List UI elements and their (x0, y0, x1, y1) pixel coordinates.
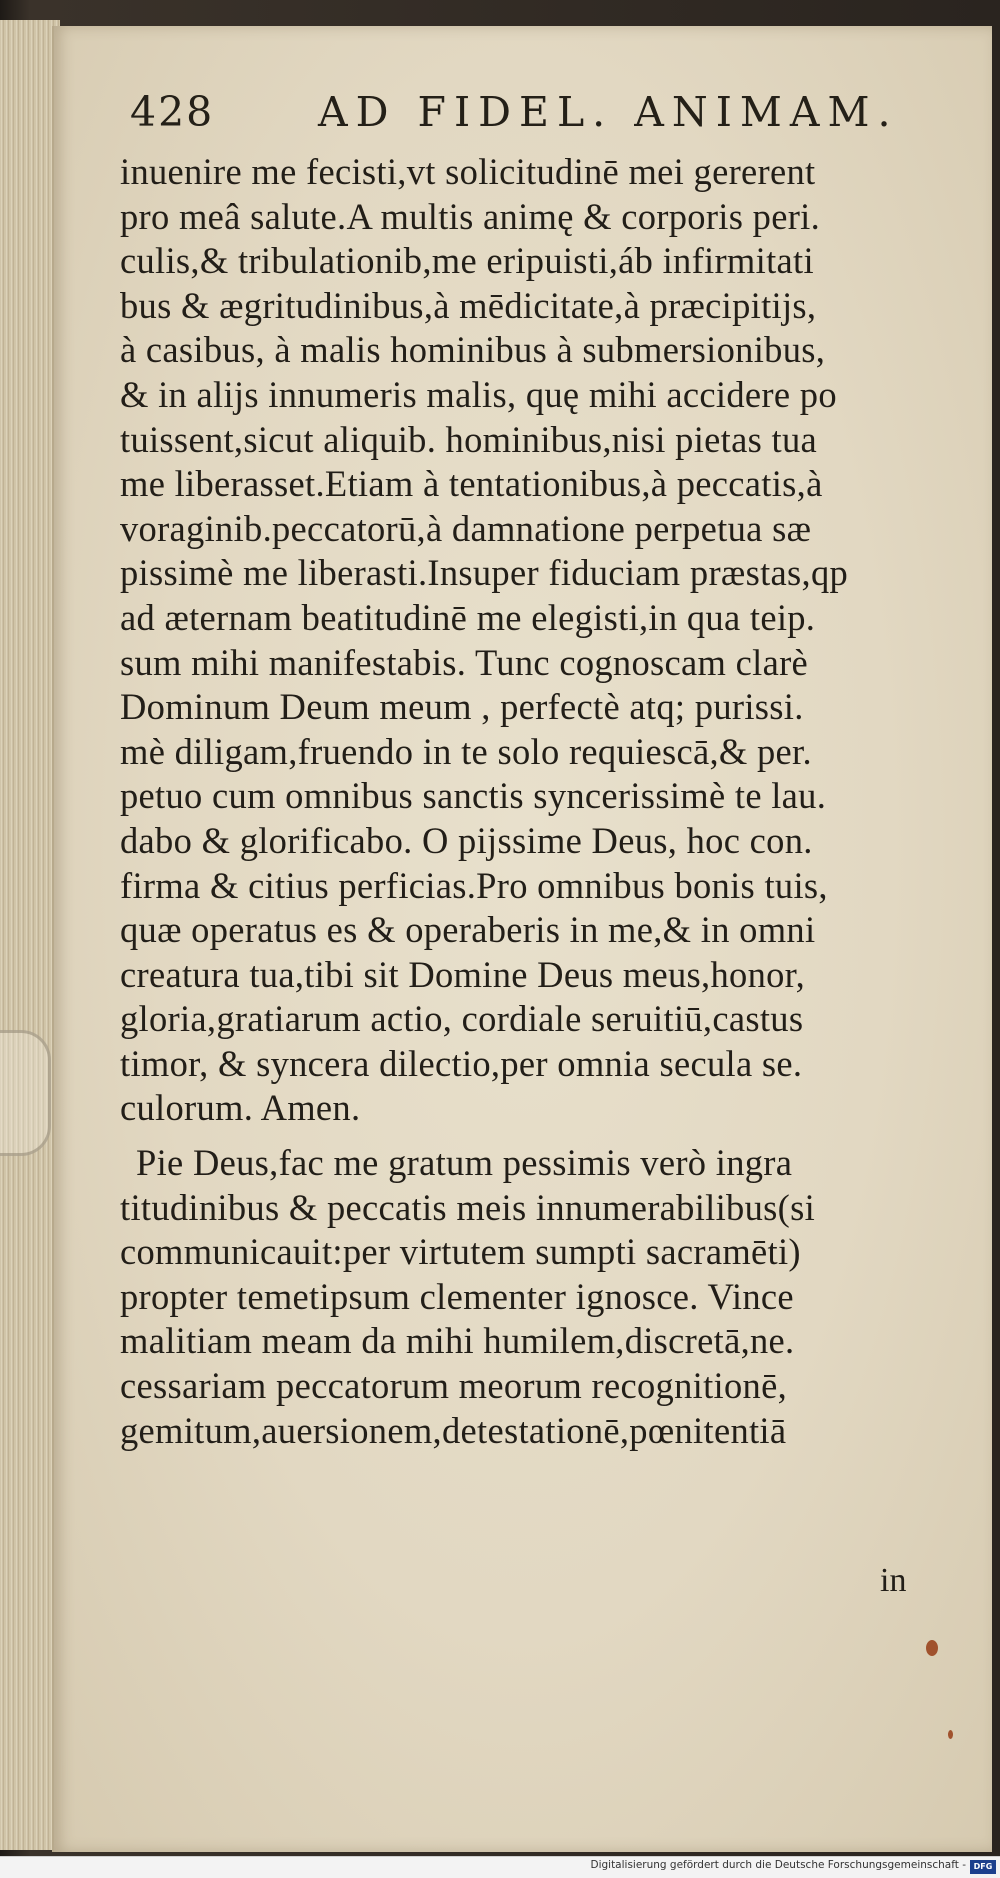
text-line: Pie Deus,fac me gratum pessimis verò ingra (136, 1142, 793, 1184)
text-line: petuo cum omnibus sanctis syncerissimè te lau. (120, 775, 827, 817)
text-line: & in alijs innumeris malis, quę mihi accidere po (120, 373, 837, 415)
ink-spot (948, 1730, 953, 1739)
footer-bar (0, 1856, 1000, 1878)
text-line: firma & citius perficias.Pro omnibus bonis tuis, (120, 864, 828, 906)
text-line: propter temetipsum clementer ignosce. Vince (120, 1275, 794, 1317)
text-line: dabo & glorificabo. O pijssime Deus, hoc con. (120, 819, 813, 861)
text-line: titudinibus & peccatis meis innumerabilibus(si (120, 1186, 816, 1228)
text-line: me liberasset.Etiam à tentationibus,à peccatis,à (120, 463, 823, 505)
body-text (120, 150, 960, 1453)
text-line: culis,& tribulationib,me eripuisti,áb infirmitati (120, 240, 814, 282)
running-head (130, 88, 930, 148)
running-title: AD FIDEL. ANIMAM. (318, 88, 899, 136)
text-line: quæ operatus es & operaberis in me,& in omni (120, 909, 816, 951)
text-line: malitiam meam da mihi humilem,discretā,ne. (120, 1320, 795, 1362)
ink-spot (926, 1640, 938, 1656)
text-line: gloria,gratiarum actio, cordiale seruitiū,castus (120, 998, 804, 1040)
text-line: cessariam peccatorum meorum recognitionē, (120, 1365, 788, 1407)
text-line: timor, & syncera dilectio,per omnia secula se. (120, 1042, 803, 1084)
text-line: tuissent,sicut aliquib. hominibus,nisi pietas tua (120, 418, 818, 460)
dfg-logo: DFG (970, 1860, 996, 1874)
page-clip-shadow (0, 1030, 51, 1156)
text-line: creatura tua,tibi sit Domine Deus meus,honor, (120, 953, 806, 995)
text-line: mè diligam,fruendo in te solo requiescā,& per. (120, 730, 812, 772)
text-line: voraginib.peccatorū,à damnatione perpetua sæ (120, 507, 812, 549)
text-line: pro meâ salute.A multis animę & corporis peri. (120, 195, 821, 237)
text-line: Dominum Deum meum , perfectè atq; purissi. (120, 686, 804, 728)
text-line: bus & ægritudinibus,à mēdicitate,à præcipitijs, (120, 284, 817, 326)
footer-credit: Digitalisierung gefördert durch die Deutsche Forschungsgemeinschaft - (590, 1859, 966, 1871)
text-line: pissimè me liberasti.Insuper fiduciam præstas,qp (120, 552, 849, 594)
text-line: à casibus, à malis hominibus à submersionibus, (120, 329, 826, 371)
text-line: ad æternam beatitudinē me elegisti,in qua teip. (120, 596, 816, 638)
text-line: culorum. Amen. (120, 1087, 361, 1129)
paragraph-gap (120, 1131, 960, 1141)
text-line: communicauit:per virtutem sumpti sacramēti) (120, 1231, 801, 1273)
text-line: inuenire me fecisti,vt solicitudinē mei gererent (120, 151, 816, 192)
text-line: gemitum,auersionem,detestationē,pœnitentiā (120, 1409, 787, 1451)
catchword: in (880, 1562, 907, 1599)
book-page-edges (0, 20, 60, 1850)
text-line: sum mihi manifestabis. Tunc cognoscam clarè (120, 641, 809, 683)
page-number: 428 (130, 88, 215, 136)
